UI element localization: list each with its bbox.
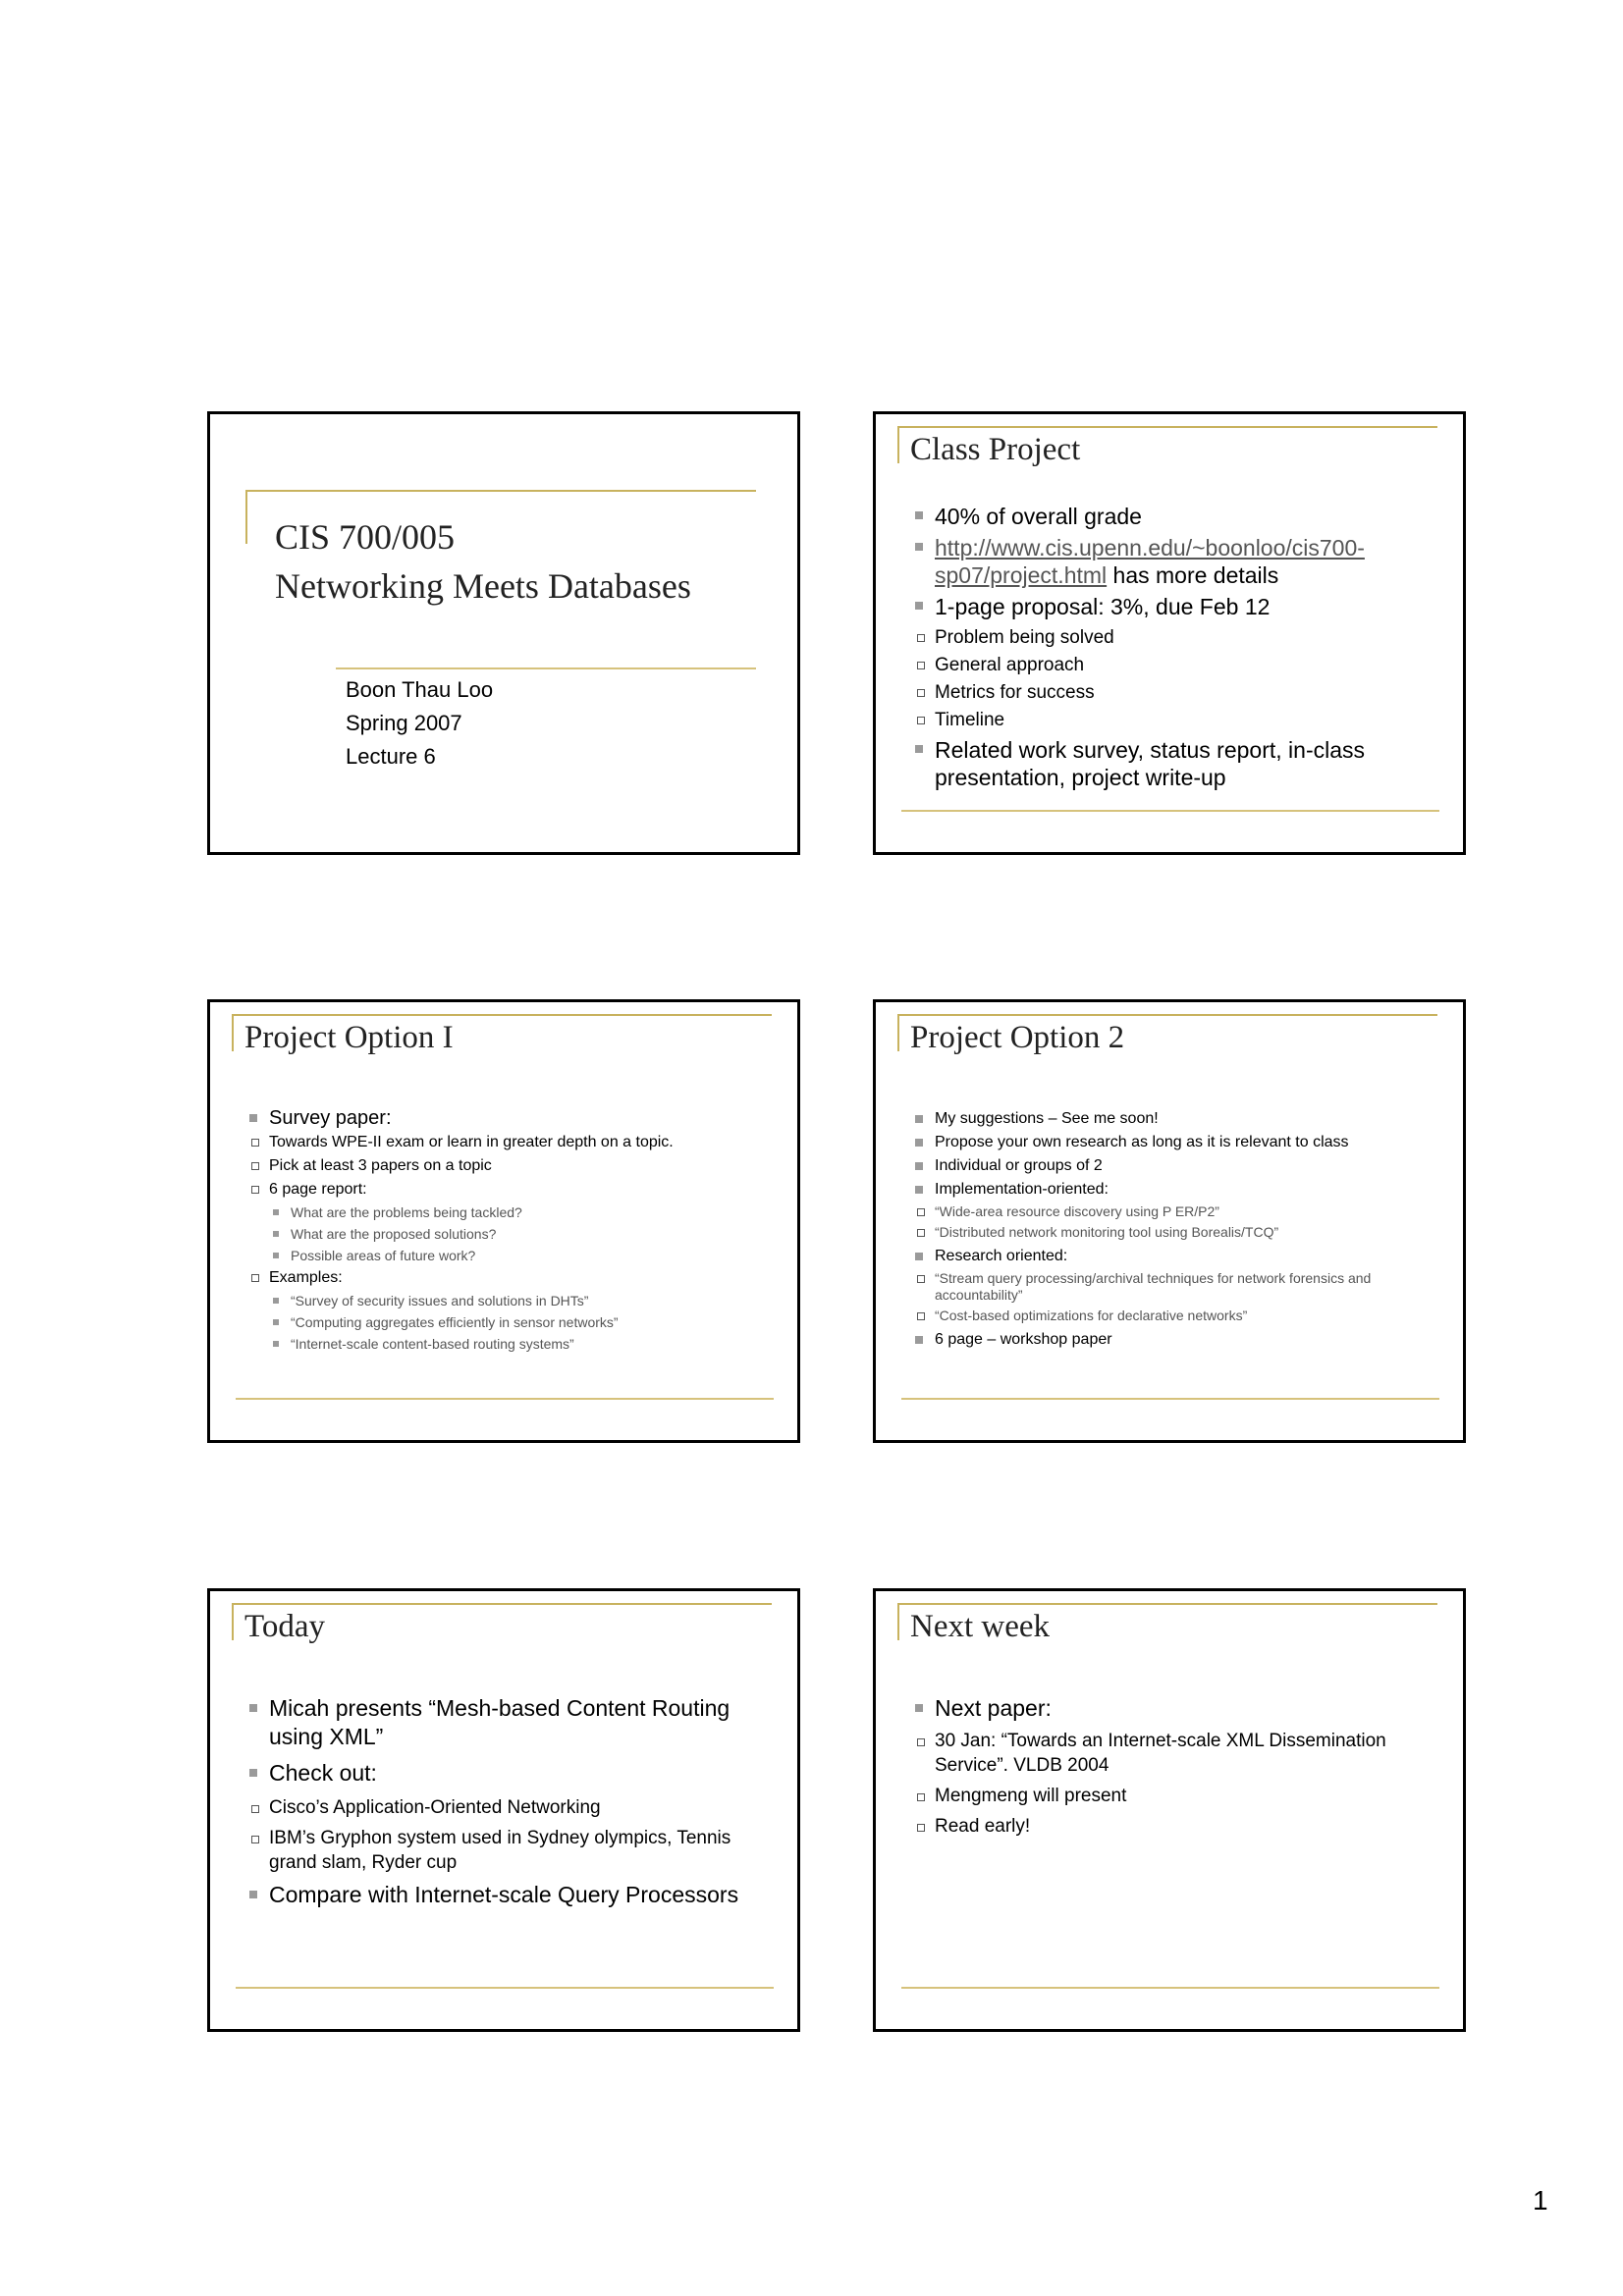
slide-heading: Class Project <box>910 432 1081 467</box>
bullet: Individual or groups of 2 <box>911 1154 1443 1178</box>
sub-bullet: “Cost-based optimizations for declarative networks” <box>911 1308 1443 1324</box>
slide-body <box>911 503 1443 795</box>
decor-rule <box>232 1014 234 1051</box>
page-number: 1 <box>1533 2185 1548 2216</box>
sub-sub-bullet: “Survey of security issues and solutions in DHTs” <box>269 1290 778 1311</box>
term: Spring 2007 <box>346 711 462 735</box>
sub-sub-bullet: Possible areas of future work? <box>269 1245 778 1266</box>
sub-bullet: Problem being solved <box>911 624 1443 652</box>
sub-bullet: Examples: <box>245 1266 778 1290</box>
sub-sub-list <box>245 1290 778 1355</box>
title-line: Networking Meets Databases <box>275 566 691 606</box>
bullet: 1-page proposal: 3%, due Feb 12 <box>911 593 1443 620</box>
slide-class-project <box>873 411 1466 855</box>
sub-bullet: Mengmeng will present <box>911 1784 1443 1808</box>
sub-sub-list <box>245 1201 778 1266</box>
bullet: Check out: <box>245 1759 778 1788</box>
bullet: Implementation-oriented: <box>911 1178 1443 1201</box>
sub-sub-bullet: What are the problems being tackled? <box>269 1201 778 1223</box>
sub-bullet: 30 Jan: “Towards an Internet-scale XML Dissemination Service”. VLDB 2004 <box>911 1729 1443 1778</box>
bullet: Survey paper: <box>245 1105 778 1131</box>
slide-main-title <box>275 512 746 611</box>
bullet: My suggestions – See me soon! <box>911 1107 1443 1131</box>
sub-bullet: Pick at least 3 papers on a topic <box>245 1154 778 1178</box>
decor-rule <box>232 1603 772 1605</box>
sub-list <box>911 624 1443 734</box>
decor-rule <box>245 490 756 492</box>
author-name: Boon Thau Loo <box>346 677 494 702</box>
decor-rule <box>245 490 247 544</box>
slide-body <box>911 1107 1443 1352</box>
decor-rule <box>897 426 1437 428</box>
slide-heading: Project Option I <box>244 1020 454 1055</box>
slide-body <box>245 1105 778 1355</box>
sub-list <box>911 1203 1443 1241</box>
slide-next-week <box>873 1588 1466 2032</box>
decor-rule <box>897 1014 899 1051</box>
bullet: Research oriented: <box>911 1245 1443 1268</box>
slide-project-option-1 <box>207 999 800 1443</box>
sub-sub-bullet: “Internet-scale content-based routing systems” <box>269 1333 778 1355</box>
sub-bullet: IBM’s Gryphon system used in Sydney olympics, Tennis grand slam, Ryder cup <box>245 1826 778 1875</box>
decor-rule <box>236 1398 774 1400</box>
bullet: 40% of overall grade <box>911 503 1443 530</box>
decor-rule <box>897 1603 1437 1605</box>
bullet <box>911 534 1443 589</box>
slide-project-option-2 <box>873 999 1466 1443</box>
sub-bullet: “Wide-area resource discovery using P ER/P2” <box>911 1203 1443 1220</box>
sub-bullet: Timeline <box>911 707 1443 734</box>
sub-bullet: Cisco’s Application-Oriented Networking <box>245 1795 778 1820</box>
sub-bullet: 6 page report: <box>245 1178 778 1201</box>
slide-heading: Project Option 2 <box>910 1020 1125 1055</box>
decor-rule <box>232 1014 772 1016</box>
sub-bullet: General approach <box>911 652 1443 679</box>
decor-rule <box>901 1987 1439 1989</box>
sub-bullet: Metrics for success <box>911 679 1443 707</box>
decor-rule <box>897 426 899 463</box>
decor-rule <box>336 667 756 669</box>
bullet: 6 page – workshop paper <box>911 1328 1443 1352</box>
slide-body <box>911 1694 1443 1844</box>
sub-sub-bullet: “Computing aggregates efficiently in sensor networks” <box>269 1311 778 1333</box>
decor-rule <box>897 1603 899 1640</box>
bullet: Compare with Internet-scale Query Processors <box>245 1881 778 1909</box>
decor-rule <box>901 1398 1439 1400</box>
slide-body <box>245 1694 778 1917</box>
bullet: Related work survey, status report, in-class presentation, project write-up <box>911 736 1443 791</box>
sub-bullet: “Distributed network monitoring tool using Borealis/TCQ” <box>911 1224 1443 1241</box>
slide-title <box>207 411 800 855</box>
sub-bullet: “Stream query processing/archival techniques for network forensics and accountability” <box>911 1270 1443 1304</box>
sub-list <box>245 1795 778 1875</box>
slide-heading: Next week <box>910 1609 1051 1644</box>
sub-sub-bullet: What are the proposed solutions? <box>269 1223 778 1245</box>
slide-heading: Today <box>244 1609 326 1644</box>
bullet: Propose your own research as long as it is relevant to class <box>911 1131 1443 1154</box>
decor-rule <box>236 1987 774 1989</box>
decor-rule <box>897 1014 1437 1016</box>
project-link[interactable]: http://www.cis.upenn.edu/~boonloo/cis700-sp07/project.html <box>935 535 1365 588</box>
sub-list <box>245 1131 778 1355</box>
slide-today <box>207 1588 800 2032</box>
sub-list <box>911 1270 1443 1324</box>
bullet: Micah presents “Mesh-based Content Routing using XML” <box>245 1694 778 1751</box>
decor-rule <box>232 1603 234 1640</box>
bullet: Next paper: <box>911 1694 1443 1723</box>
decor-rule <box>901 810 1439 812</box>
sub-bullet: Read early! <box>911 1814 1443 1839</box>
bullet-text: has more details <box>1107 562 1279 588</box>
sub-list <box>911 1729 1443 1839</box>
title-line: CIS 700/005 <box>275 517 456 557</box>
sub-bullet: Towards WPE-II exam or learn in greater depth on a topic. <box>245 1131 778 1154</box>
lecture-number: Lecture 6 <box>346 744 436 769</box>
slide-subtitle <box>346 673 493 774</box>
